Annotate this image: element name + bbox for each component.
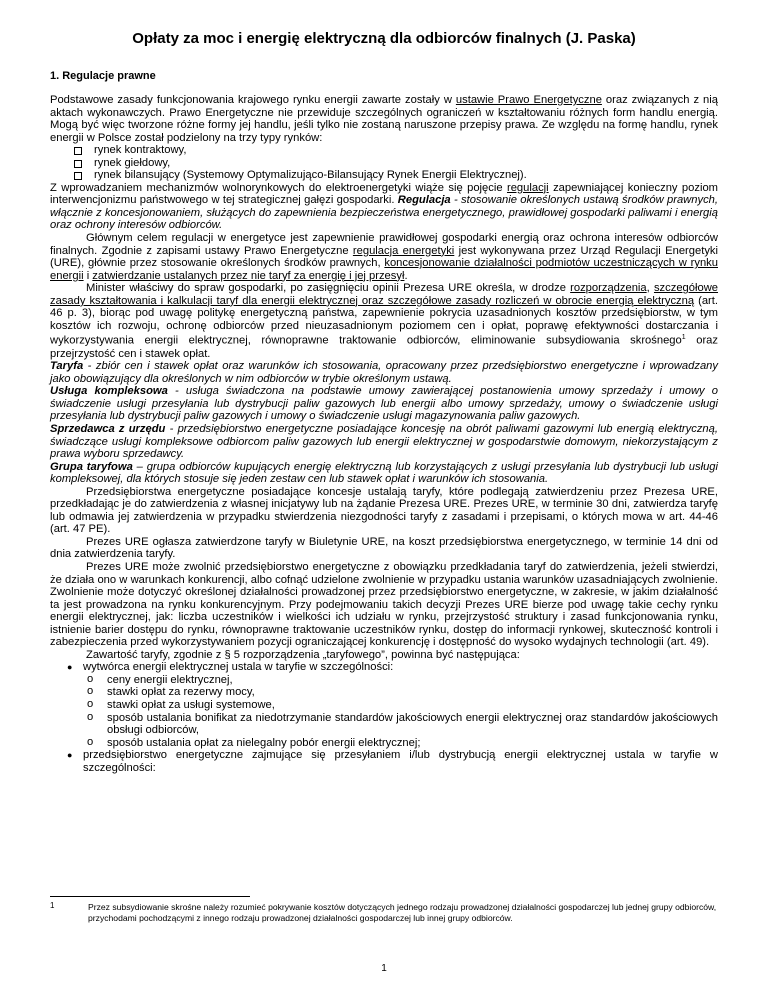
document-title: Opłaty za moc i energię elektryczną dla odbiorców finalnych (J. Paska) — [132, 30, 636, 47]
link-zatwierdzanie-taryf[interactable]: zatwierdzanie ustalanych przez nie taryf za energię i jej przesył — [92, 269, 405, 282]
document-body — [50, 94, 718, 774]
market-types-list — [50, 144, 718, 182]
list-item: o stawki opłat za usługi systemowe, — [87, 699, 718, 712]
footnote-ref[interactable]: 1 — [681, 334, 686, 342]
list-item: o sposób ustalania bonifikat za niedotrzymanie standardów jakościowych energii elektrycznej oraz standardów jakościowych obsługi odbiorców, — [87, 712, 718, 737]
link-prawo-energetyczne[interactable]: ustawie Prawo Energetyczne — [455, 94, 602, 106]
definition-sprzedawca-z-urzedu: Sprzedawca z urzędu - przedsiębiorstwo energetyczne posiadające koncesję na obrót paliwami gazowymi lub energią elektryczną, świadczące usługi kompleksowe odbiorcom paliw gazowych lub energii elektrycznej w gospodarstwie domowym, niekorzystającym z prawa wyboru sprzedawcy. — [50, 422, 718, 461]
content-list — [50, 661, 718, 774]
paragraph-koncesje: Przedsiębiorstwa energetyczne posiadające koncesje ustalają taryfy, które podlegają zatwierdzeniu przez Prezesa URE, przedkładając je do zatwierdzenia z własnej inicjatywy lub na żądanie Prezesa URE. Prezes URE, w terminie 30 dni, zatwierdza taryfę lub odmawia jej zatwierdzenia w przypadku stwierdzenia niezgodności taryfy z zasadami i przepisami, o których mowa w art. 44-46 (art. 47 PE). — [50, 485, 718, 536]
link-regulacji[interactable]: regulacji — [506, 181, 549, 194]
paragraph-zwolnienie: Prezes URE może zwolnić przedsiębiorstwo energetyczne z obowiązku przedkładania taryf do zatwierdzenia, jeżeli stwierdzi, że działa ono w warunkach konkurencji, albo cofnąć udzielone zwolnienie w przypadku ustania warunków uzasadniających zwolnienie. Zwolnienie może dotyczyć określonej działalności prowadzonej przez przedsiębiorstwo energetyczne, w zakresie, w jakim działalność ta jest prowadzona na rynku konkurencyjnym. Przy podejmowaniu takich decyzji Prezes URE bierze pod uwagę takie cechy rynku energii elektrycznej, jak: liczba uczestników i wielkości ich udziału w rynku, przejrzystość struktury i zasad funkcjonowania rynku, istnienie barier dostępu do rynku, równoprawne traktowanie uczestników rynku, dostęp do informacji rynkowej, skuteczność kontroli i zabezpieczenia przed wykorzystywaniem pozycji ograniczającej konkurencję i dostępność do wysoko wydajnych technologii (art. 49). — [50, 560, 718, 649]
paragraph-zawartosc-taryfy: Zawartość taryfy, zgodnie z § 5 rozporządzenia „taryfowego”, powinna być następująca: — [86, 648, 520, 661]
list-item: rynek kontraktowy, — [74, 144, 718, 157]
paragraph-regulacja: Z wprowadzaniem mechanizmów wolnorynkowych do elektroenergetyki wiąże się pojęcie regulacji zapewniającej konieczny poziom interwencjonizmu państwowego w tej strategicznej gałęzi gospodarki. Regulacja - stosowanie określonych ustawą środków prawnych, włącznie z koncesjonowaniem, służących do zapewnienia bezpieczeństwa energetycznego, prawidłowej gospodarki paliwami i energią oraz ochrony interesów odbiorców. — [50, 181, 719, 232]
link-koncesjonowanie[interactable]: koncesjonowanie działalności podmiotów uczestniczących w rynku energii — [50, 257, 718, 282]
list-item: o stawki opłat za rezerwy mocy, — [87, 686, 718, 699]
link-regulacja-energetyki[interactable]: regulacja energetyki — [352, 244, 455, 257]
sub-list — [83, 674, 718, 749]
list-item: ● przedsiębiorstwo energetyczne zajmujące się przesyłaniem i/lub dystrybucją energii elektrycznej ustala w taryfie w szczególności: — [68, 749, 718, 774]
paragraph-biuletyn: Prezes URE ogłasza zatwierdzone taryfy w Biuletynie URE, na koszt przedsiębiorstwa energetycznego, w terminie 14 dni od dnia zatwierdzenia taryfy. — [50, 535, 718, 561]
link-zasady-taryf[interactable]: szczegółowe zasady kształtowania i kalkulacji taryf dla energii elektrycznej oraz szczegółowe zasady rozliczeń w obrocie energią elektryczną — [50, 282, 719, 307]
paragraph-minister: Minister właściwy do spraw gospodarki, po zasięgnięciu opinii Prezesa URE określa, w drodze rozporządzenia, szczegółowe zasady kształtowania i kalkulacji taryf dla energii elektrycznej oraz szczegółowe zasady rozliczeń w obrocie energią elektryczną (art. 46 p. 3), biorąc pod uwagę politykę energetyczną państwa, zapewnienie pokrycia uzasadnionych kosztów przedsiębiorstw, w tym kosztów ich rozwoju, ochronę odbiorców przed nieuzasadnionym poziomem cen i opłat, poprawę efektywności dostarczania i wykorzystywania energii elektrycznej, równoprawne traktowanie odbiorców, eliminowanie subsydiowania skrośnego$^1$ oraz przejrzystość cen i stawek opłat. — [50, 282, 719, 360]
definition-grupa-taryfowa: Grupa taryfowa – grupa odbiorców kupujących energię elektryczną lub korzystających z usługi przesyłania lub dystrybucji lub usługi kompleksowej, dla których stosuje się jeden zestaw cen lub stawek opłat i warunków ich stosowania. — [50, 460, 718, 486]
list-item: o sposób ustalania opłat za nielegalny pobór energii elektrycznej; — [87, 737, 718, 750]
link-rozporzadzenia[interactable]: rozporządzenia — [570, 282, 647, 295]
paragraph-intro: Podstawowe zasady funkcjonowania krajowego rynku energii zawarte zostały w ustawie Prawo Energetyczne oraz związanych z nią aktach wykonawczych. Prawo Energetyczne nie przewiduje szczególnych ograniczeń w kształtowaniu różnych form handlu energią. Mogą być więc tworzone różne formy jej handlu, jeśli tylko nie zostaną naruszone przepisy prawa. Ze względu na formę handlu, rynek energii w Polsce został podzielony na trzy typy rynków: — [50, 94, 718, 144]
footnote-text: Przez subsydiowanie skrośne należy rozumieć pokrywanie kosztów dotyczących jednego rodzaju prowadzonej działalności gospodarczej lub jednej grupy odbiorców, przychodami pochodzącymi z innego rodzaju prowadzonej działalności gospodarczej lub innej grupy odbiorców. — [88, 902, 717, 923]
list-item: rynek bilansujący (Systemowy Optymalizująco-Bilansujący Rynek Energii Elektrycznej). — [74, 169, 718, 182]
footnote-divider — [50, 896, 250, 897]
paragraph-cel-regulacji: Głównym celem regulacji w energetyce jest zapewnienie prawidłowej gospodarki energią oraz ochrona interesów odbiorców finalnych. Zgodnie z zapisami ustawy Prawo Energetyczne regulacja energetyki jest wykonywana przez Urząd Regulacji Energetyki (URE), głównie przez stosowanie określonych środków prawnych, koncesjonowanie działalności podmiotów uczestniczących w rynku energii i zatwierdzanie ustalanych przez nie taryf za energię i jej przesył. — [50, 232, 718, 282]
footnote-mark: 1 — [50, 901, 55, 910]
definition-usluga-kompleksowa: Usługa kompleksowa - usługa świadczona na podstawie umowy zawierającej postanowienia umowy sprzedaży i umowy o świadczenie usługi przesyłania lub dystrybucji paliw gazowych lub energii albo umowy sprzedaży, umowy o świadczenie usługi przesyłania lub dystrybucji paliw gazowych i umowy o świadczenie usługi magazynowania paliw gazowych. — [50, 385, 719, 423]
page-number: 1 — [381, 963, 387, 974]
term-regulacja: Regulacja — [397, 194, 451, 207]
section-heading: 1. Regulacje prawne — [50, 70, 156, 82]
list-item: rynek giełdowy, — [74, 157, 718, 170]
list-item: o ceny energii elektrycznej, — [87, 674, 718, 687]
definition-taryfa: Taryfa - zbiór cen i stawek opłat oraz warunków ich stosowania, opracowany przez przedsiębiorstwo energetyczne i wprowadzany jako obowiązujący dla określonych w nim odbiorców w trybie określonym ustawą. — [50, 360, 718, 385]
list-item: ● wytwórca energii elektrycznej ustala w taryfie w szczególności: o ceny energii elektrycznej, o stawki opłat za rezerwy mocy, o stawki opłat za usługi systemowe, o sposób ustalania bonifikat za niedotrzymanie standardów jakościowych energii elektrycznej oraz standardów jakościowych obsługi odbiorców, o sposób ustalania opłat za nielegalny pobór energii elektrycznej; — [68, 661, 718, 749]
footnote — [50, 902, 718, 924]
